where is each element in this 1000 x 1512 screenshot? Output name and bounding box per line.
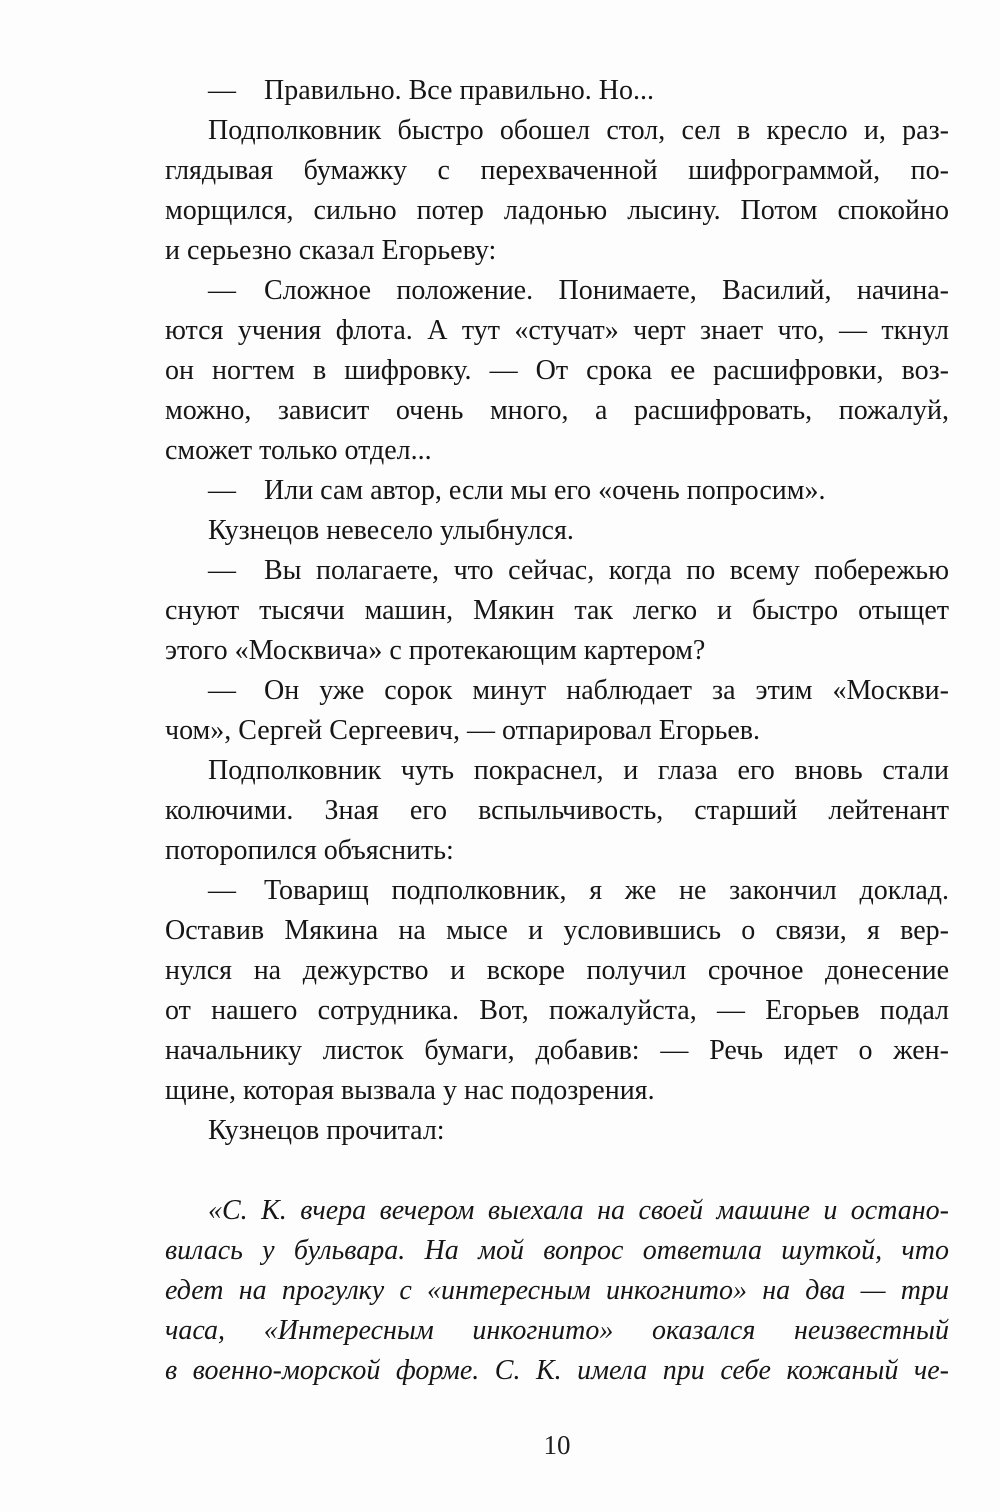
text-line: — Правильно. Все правильно. Но... xyxy=(208,75,655,106)
text-line: Кузнецов прочитал: xyxy=(208,1115,445,1146)
text-line: ются учения флота. А тут «стучат» черт знает что, — ткнул xyxy=(165,315,949,346)
text-line: — Он уже сорок минут наблюдает за этим «Москви- xyxy=(208,675,949,706)
text-line: глядывая бумажку с перехваченной шифрограммой, по- xyxy=(165,155,949,186)
text-line: поторопился объяснить: xyxy=(165,835,454,866)
text-line: — Или сам автор, если мы его «очень попросим». xyxy=(208,475,826,506)
body-paragraph xyxy=(165,551,949,671)
text-line: часа, «Интересным инкогнито» оказался неизвестный xyxy=(165,1315,949,1346)
text-block xyxy=(165,71,949,1391)
text-line: Кузнецов невесело улыбнулся. xyxy=(208,515,574,546)
text-line: — Сложное положение. Понимаете, Василий, начина- xyxy=(208,275,949,306)
body-paragraph xyxy=(165,271,949,471)
body-paragraph xyxy=(165,871,949,1111)
text-line: чом», Сергей Сергеевич, — отпарировал Егорьев. xyxy=(165,715,761,746)
body-paragraph xyxy=(165,1111,949,1151)
text-line: начальнику листок бумаги, добавив: — Речь идет о жен- xyxy=(165,1035,949,1066)
text-line: снуют тысячи машин, Мякин так легко и быстро отыщет xyxy=(165,595,949,626)
body-paragraph xyxy=(165,111,949,271)
body-paragraph xyxy=(165,71,949,111)
text-line: колючими. Зная его вспыльчивость, старший лейтенант xyxy=(165,795,949,826)
quoted-note-paragraph xyxy=(165,1191,949,1391)
text-line: сможет только отдел... xyxy=(165,435,432,466)
page-number: 10 xyxy=(543,1430,571,1460)
text-line: вилась у бульвара. На мой вопрос ответила шуткой, что xyxy=(165,1235,949,1266)
text-line: «С. К. вчера вечером выехала на своей машине и остано- xyxy=(208,1195,949,1226)
text-line: этого «Москвича» с протекающим картером? xyxy=(165,635,706,666)
text-line: от нашего сотрудника. Вот, пожалуйста, — Егорьев подал xyxy=(165,995,949,1026)
text-line: — Товарищ подполковник, я же не закончил доклад. xyxy=(208,875,949,906)
body-paragraph xyxy=(165,511,949,551)
text-line: Оставив Мякина на мысе и условившись о связи, я вер- xyxy=(165,915,949,946)
body-paragraph xyxy=(165,751,949,871)
text-line: и серьезно сказал Егорьеву: xyxy=(165,235,497,266)
body-paragraph xyxy=(165,471,949,511)
text-line: щине, которая вызвала у нас подозрения. xyxy=(165,1075,655,1106)
text-line: Подполковник быстро обошел стол, сел в кресло и, раз- xyxy=(208,115,949,146)
body-paragraph xyxy=(165,671,949,751)
text-line: можно, зависит очень много, а расшифровать, пожалуй, xyxy=(165,395,949,426)
text-line: в военно-морской форме. С. К. имела при себе кожаный че- xyxy=(165,1355,949,1386)
text-line: Подполковник чуть покраснел, и глаза его вновь стали xyxy=(208,755,949,786)
text-line: нулся на дежурство и вскоре получил срочное донесение xyxy=(165,955,949,986)
text-line: — Вы полагаете, что сейчас, когда по всему побережью xyxy=(208,555,949,586)
text-line: он ногтем в шифровку. — От срока ее расшифровки, воз- xyxy=(165,355,949,386)
text-line: едет на прогулку с «интересным инкогнито» на два — три xyxy=(165,1275,949,1306)
text-line: морщился, сильно потер ладонью лысину. Потом спокойно xyxy=(165,195,949,226)
